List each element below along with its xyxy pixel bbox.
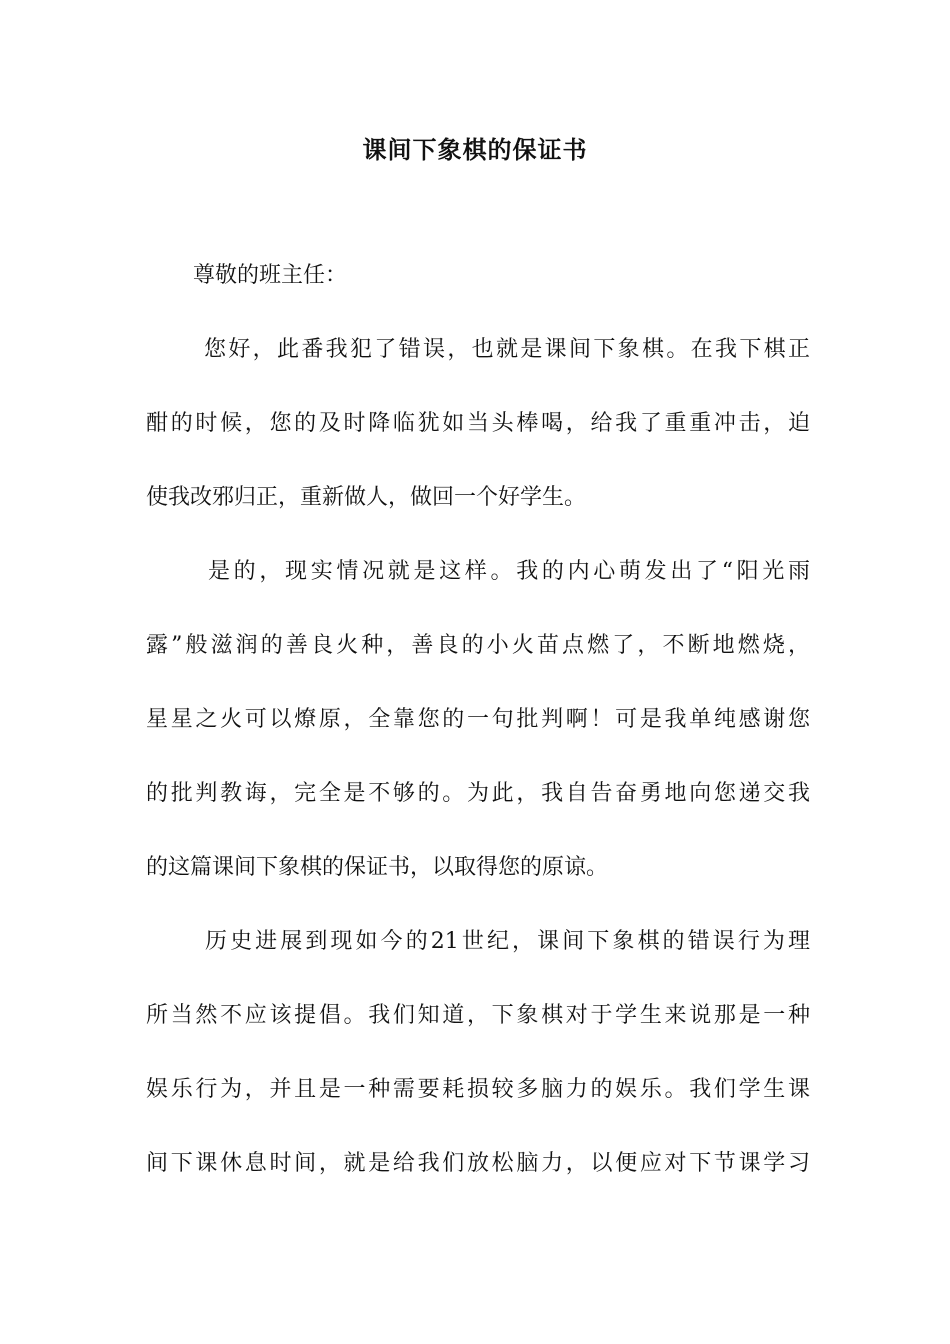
- paragraph-2-line-2: 露”般滋润的善良火种，善良的小火苗点燃了，不断地燃烧，: [146, 633, 810, 658]
- paragraph-1-line-2: 酣的时候，您的及时降临犹如当头棒喝，给我了重重冲击，迫: [146, 411, 810, 436]
- document-body: [146, 250, 810, 1212]
- paragraph-2-line-1: 是的，现实情况就是这样。我的内心萌发出了“阳光雨: [208, 559, 810, 584]
- paragraph-1-line-3: 使我改邪归正，重新做人，做回一个好学生。: [146, 485, 587, 510]
- paragraph-2-line-3: 星星之火可以燎原，全靠您的一句批判啊！可是我单纯感谢您: [146, 707, 810, 732]
- paragraph-3-line-3: 娱乐行为，并且是一种需要耗损较多脑力的娱乐。我们学生课: [146, 1077, 810, 1102]
- paragraph-1-line-1: 您好，此番我犯了错误，也就是课间下象棋。在我下棋正: [204, 337, 810, 362]
- paragraph-3-line-4: 间下课休息时间，就是给我们放松脑力，以便应对下节课学习: [146, 1151, 810, 1176]
- paragraph-3-line-1: 历史进展到现如今的21世纪，课间下象棋的错误行为理: [205, 929, 810, 954]
- paragraph-2-line-5: 的这篇课间下象棋的保证书，以取得您的原谅。: [146, 855, 609, 880]
- document-title: 课间下象棋的保证书: [362, 135, 588, 164]
- paragraph-3-line-2: 所当然不应该提倡。我们知道，下象棋对于学生来说那是一种: [146, 1003, 810, 1028]
- salutation-line: 尊敬的班主任：: [193, 263, 348, 288]
- paragraph-2-line-4: 的批判教诲，完全是不够的。为此，我自告奋勇地向您递交我: [146, 781, 810, 806]
